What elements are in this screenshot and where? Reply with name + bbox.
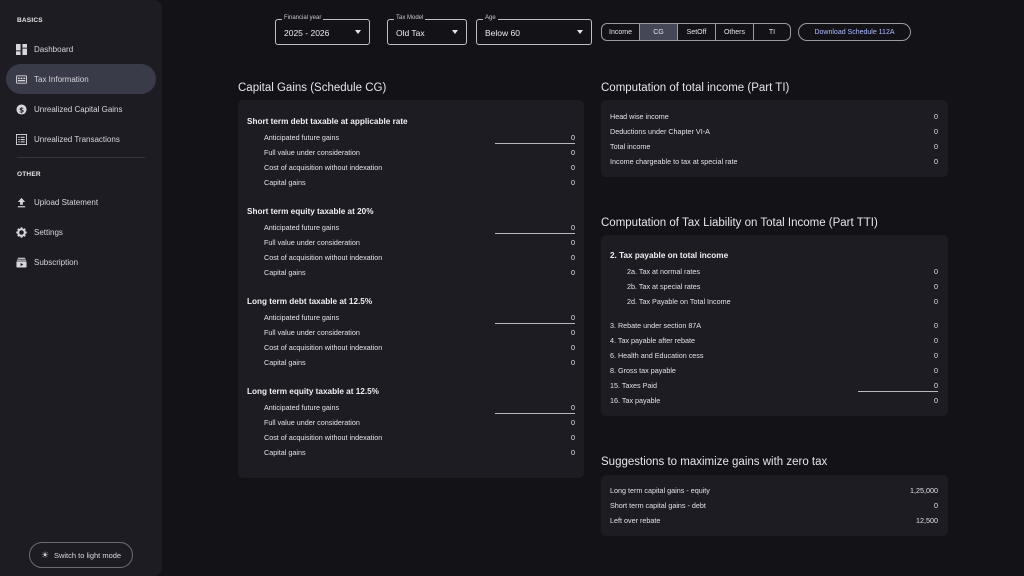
taxes-paid-input[interactable]: 0	[858, 381, 938, 392]
tti-group-title: 2. Tax payable on total income	[610, 251, 729, 260]
sidebar-item-label: Subscription	[34, 257, 79, 267]
suggestion-row: Short term capital gains - debt 0	[610, 501, 938, 510]
age-value: Below 60	[485, 28, 520, 38]
financial-year-value: 2025 - 2026	[284, 28, 330, 38]
sidebar-item-settings[interactable]	[6, 217, 156, 247]
suggestions-card	[601, 475, 948, 536]
sidebar-item-subscription[interactable]	[6, 247, 156, 277]
tti-row: 3. Rebate under section 87A 0	[610, 321, 938, 330]
sidebar	[0, 0, 162, 576]
cg-row: Anticipated future gains 0	[264, 313, 575, 322]
tti-card	[601, 235, 948, 416]
switch-theme-label: Switch to light mode	[53, 550, 122, 560]
switch-theme-button[interactable]	[29, 542, 133, 568]
tab-others[interactable]: Others	[716, 24, 754, 40]
cg-row: Full value under consideration 0	[264, 418, 575, 427]
cg-row: Full value under consideration 0	[264, 238, 575, 247]
ti-row: Deductions under Chapter VI-A 0	[610, 127, 938, 136]
dashboard-icon	[16, 44, 27, 55]
suggestion-row: Left over rebate 12,500	[610, 516, 938, 525]
cg-group-title: Short term equity taxable at 20%	[247, 207, 374, 216]
ti-card	[601, 100, 948, 177]
ti-row: Total income 0	[610, 142, 938, 151]
financial-year-label: Financial year	[284, 15, 322, 21]
sidebar-item-label: Upload Statement	[34, 197, 99, 207]
cg-row: Capital gains 0	[264, 268, 575, 277]
tti-row: 16. Tax payable 0	[610, 396, 938, 405]
sidebar-item-unrealized-transactions[interactable]	[6, 124, 156, 154]
anticipated-gains-input[interactable]: 0	[495, 403, 575, 414]
cg-row: Anticipated future gains 0	[264, 133, 575, 142]
ti-row: Head wise income 0	[610, 112, 938, 121]
tax-model-select[interactable]	[387, 15, 467, 45]
cg-title: Capital Gains (Schedule CG)	[238, 82, 387, 94]
section-label-other: OTHER	[17, 171, 41, 178]
cg-row: Full value under consideration 0	[264, 328, 575, 337]
cg-row: Cost of acquisition without indexation 0	[264, 433, 575, 442]
anticipated-gains-input[interactable]: 0	[495, 223, 575, 234]
cg-row: Capital gains 0	[264, 178, 575, 187]
sidebar-item-label: Settings	[34, 227, 63, 237]
sidebar-item-tax-information[interactable]	[6, 64, 156, 94]
anticipated-gains-input[interactable]: 0	[495, 313, 575, 324]
section-label-basics: BASICS	[17, 17, 43, 24]
sidebar-item-label: Unrealized Transactions	[34, 134, 120, 144]
tti-row: 2a. Tax at normal rates 0	[627, 267, 938, 276]
cg-row: Anticipated future gains 0	[264, 223, 575, 232]
dollar-icon	[16, 104, 27, 115]
sun-icon: ☀	[40, 549, 49, 560]
age-label: Age	[485, 15, 496, 21]
section-tabs	[601, 23, 791, 41]
cg-row: Cost of acquisition without indexation 0	[264, 343, 575, 352]
cg-row: Cost of acquisition without indexation 0	[264, 163, 575, 172]
sidebar-item-label: Dashboard	[34, 44, 74, 54]
tti-title: Computation of Tax Liability on Total Income (Part TTI)	[601, 217, 878, 229]
download-schedule-button[interactable]: Download Schedule 112A	[798, 23, 911, 41]
tab-cg[interactable]: CG	[640, 24, 678, 40]
cg-row: Capital gains 0	[264, 358, 575, 367]
list-icon	[16, 134, 27, 145]
sidebar-item-upload-statement[interactable]	[6, 187, 156, 217]
suggestions-title: Suggestions to maximize gains with zero tax	[601, 456, 828, 468]
anticipated-gains-input[interactable]: 0	[495, 133, 575, 144]
tti-row: 2d. Tax Payable on Total Income 0	[627, 297, 938, 306]
ti-row: Income chargeable to tax at special rate 0	[610, 157, 938, 166]
sidebar-divider	[17, 157, 145, 158]
chevron-down-icon	[355, 30, 361, 34]
cg-group-title: Long term equity taxable at 12.5%	[247, 387, 379, 396]
cg-row: Anticipated future gains 0	[264, 403, 575, 412]
tax-model-value: Old Tax	[396, 28, 425, 38]
gear-icon	[16, 227, 27, 238]
suggestion-row: Long term capital gains - equity 1,25,000	[610, 486, 938, 495]
chevron-down-icon	[452, 30, 458, 34]
tti-row: 2b. Tax at special rates 0	[627, 282, 938, 291]
sidebar-item-label: Tax Information	[34, 74, 89, 84]
sidebar-item-dashboard[interactable]	[6, 34, 156, 64]
tab-ti[interactable]: TI	[768, 28, 776, 36]
cg-group-title: Long term debt taxable at 12.5%	[247, 297, 373, 306]
cg-group-title: Short term debt taxable at applicable rate	[247, 117, 408, 126]
chevron-down-icon	[577, 30, 583, 34]
tax-model-label: Tax Model	[396, 15, 424, 21]
tti-row: 8. Gross tax payable 0	[610, 366, 938, 375]
tti-row: 15. Taxes Paid 0	[610, 381, 938, 390]
subscription-icon	[16, 257, 27, 268]
tab-setoff[interactable]: SetOff	[678, 24, 716, 40]
svg-text:$: $	[18, 104, 25, 114]
ti-title: Computation of total income (Part TI)	[601, 82, 790, 94]
financial-year-select[interactable]	[275, 15, 370, 45]
cg-row: Cost of acquisition without indexation 0	[264, 253, 575, 262]
tax-info-icon	[16, 74, 27, 85]
tab-income[interactable]: Income	[602, 24, 640, 40]
cg-card	[238, 100, 584, 478]
age-select[interactable]	[476, 15, 592, 45]
cg-row: Full value under consideration 0	[264, 148, 575, 157]
sidebar-item-label: Unrealized Capital Gains	[34, 104, 123, 114]
cg-row: Capital gains 0	[264, 448, 575, 457]
upload-icon	[16, 197, 27, 208]
tti-row: 4. Tax payable after rebate 0	[610, 336, 938, 345]
sidebar-item-unrealized-capital-gains[interactable]	[6, 94, 156, 124]
tti-row: 6. Health and Education cess 0	[610, 351, 938, 360]
